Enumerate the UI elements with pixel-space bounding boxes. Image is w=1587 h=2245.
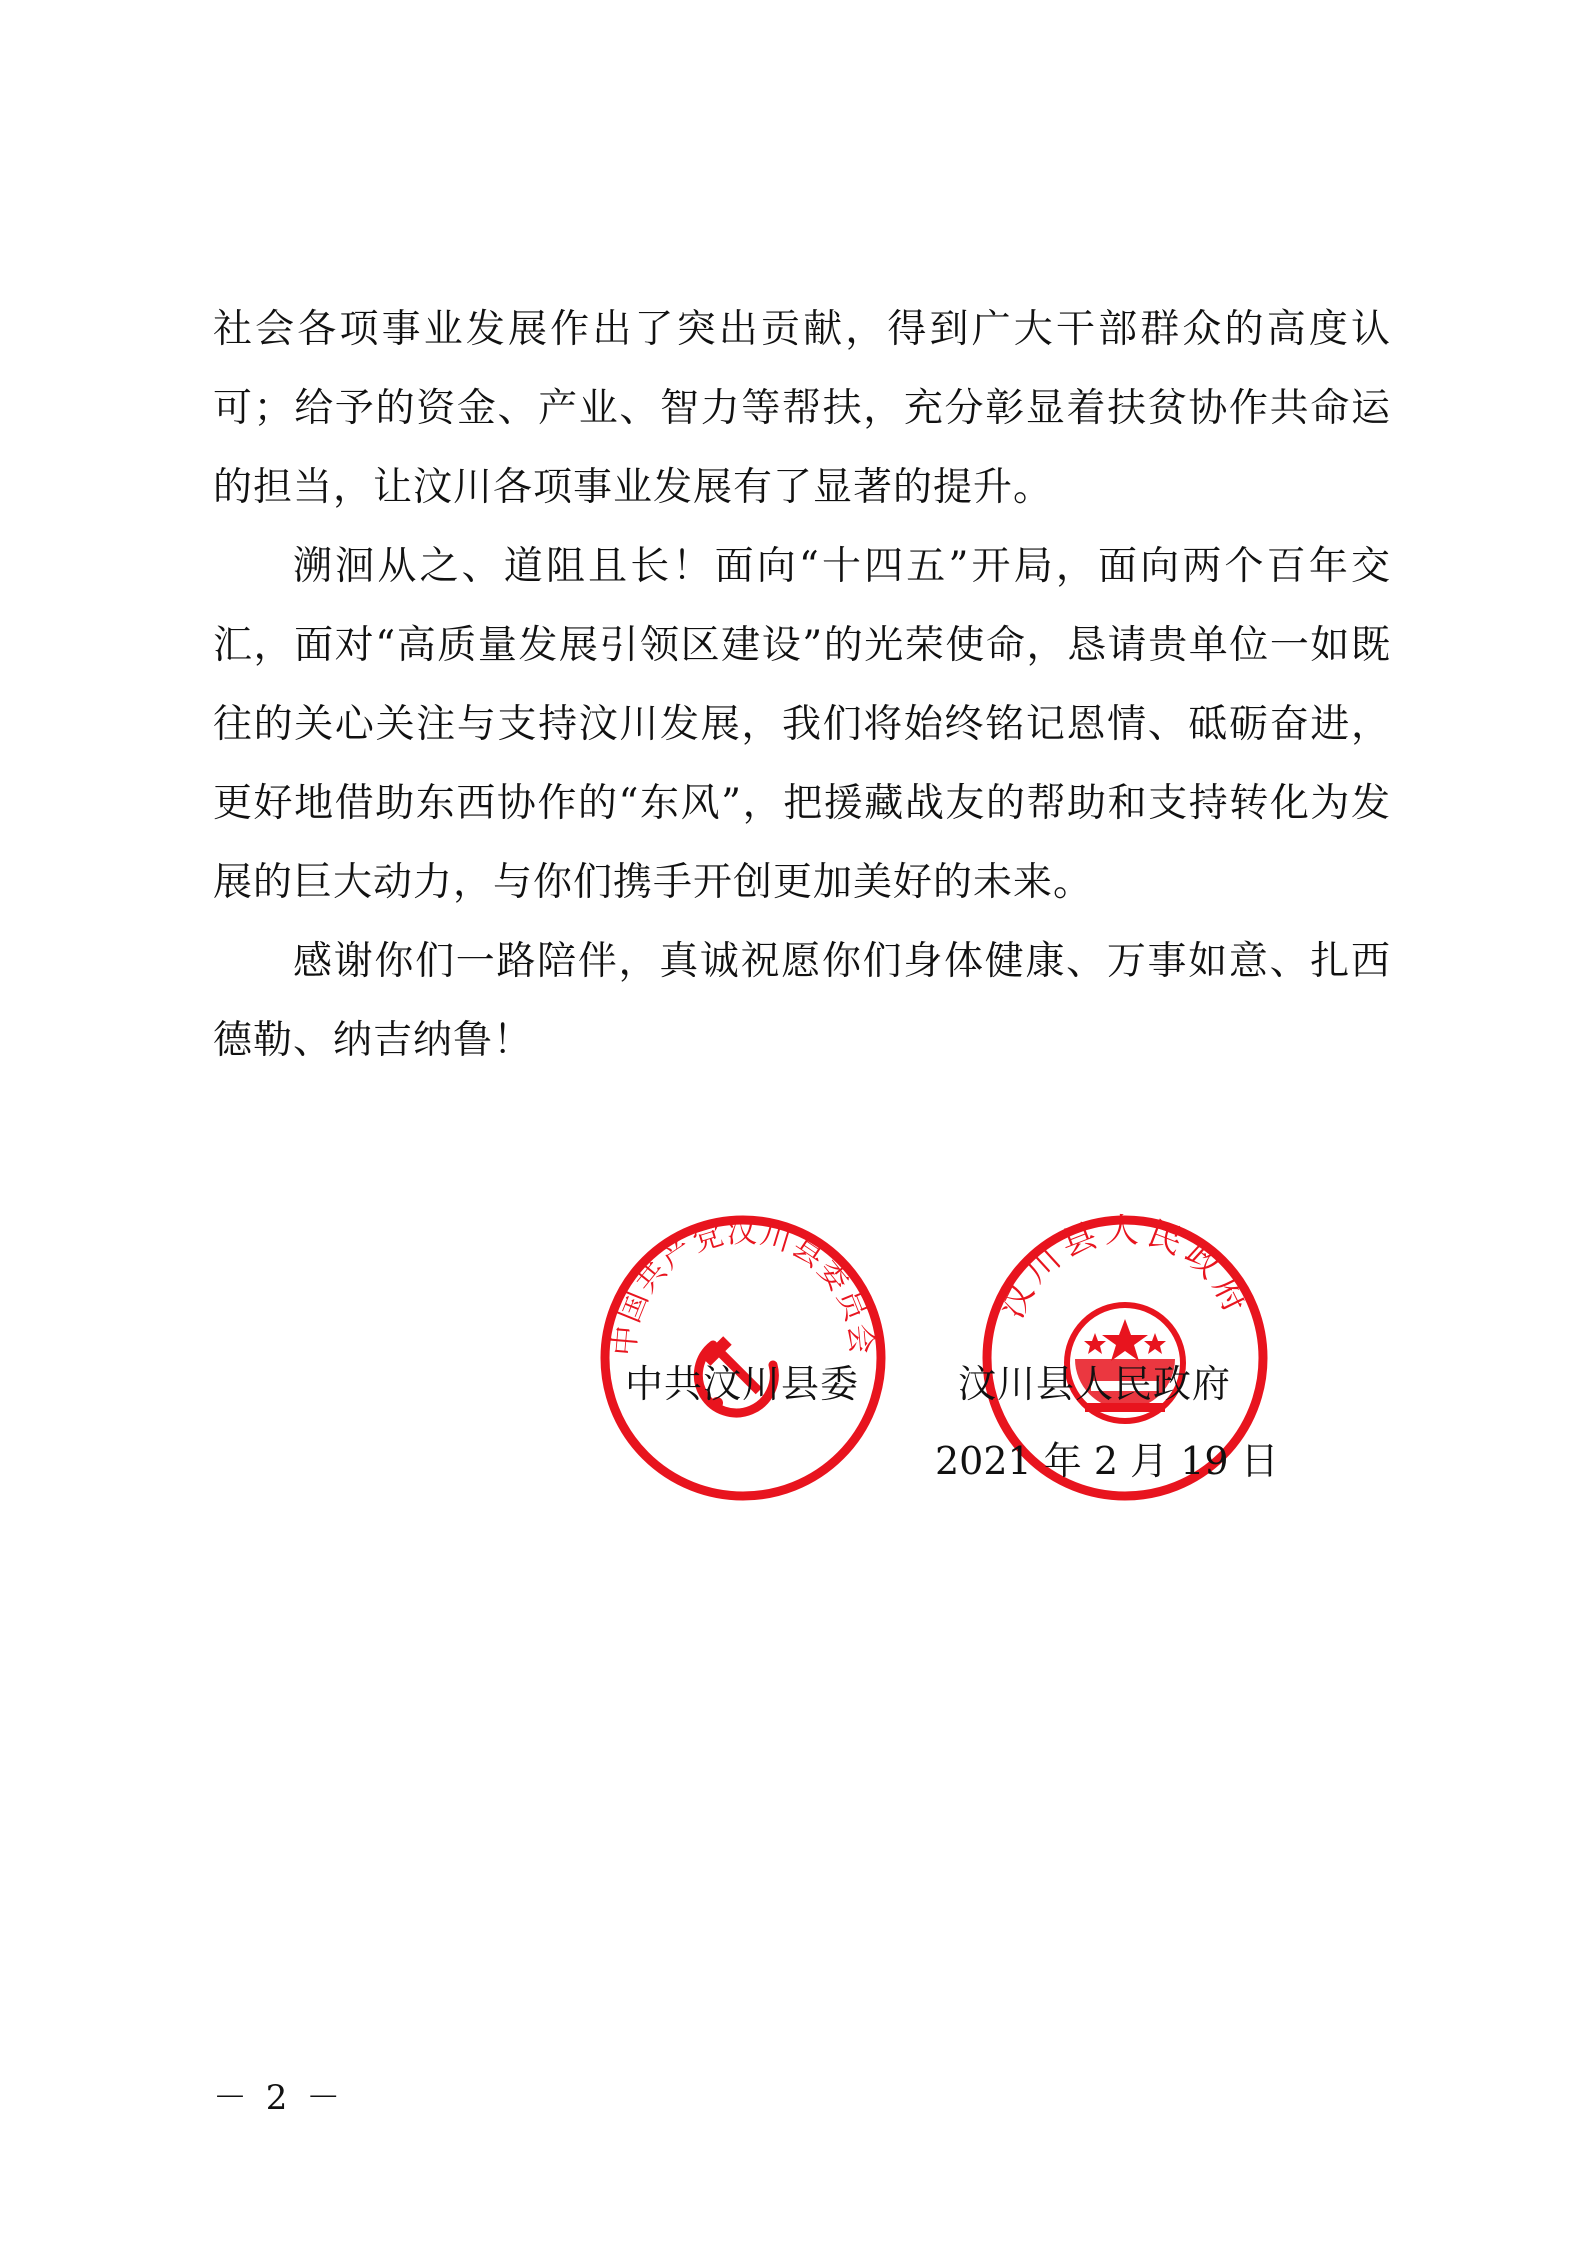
body-paragraph-2 [213,527,1391,922]
body-paragraph-1 [213,290,1391,527]
body-line: 砺奋进，更好地借助东西协作的“东风”，把援藏战友的帮助和 [213,702,1391,826]
seal-arc-text: 汶川县人民政府 [991,1213,1259,1325]
seal-arc-text: 中国共产党汶川县委员会 [607,1215,879,1358]
body-line: 支持转化为发展的巨大动力，与你们携手开创更加美好的未来。 [213,781,1391,905]
signature-date: 2021 年 2 月 19 日 [935,1439,1279,1483]
body-line: 西德勒、纳吉纳鲁！ [213,939,1391,1063]
letter-body [213,290,1391,1080]
body-line: 溯洄从之、道阻且长！面向“十四五”开局，面向两个百年 [293,544,1351,589]
signatory-party-committee: 中共汶川县委 [625,1362,860,1406]
body-line: 一如既往的关心关注与支持汶川发展，我们将始终铭记恩情、砥 [213,623,1391,747]
body-line: 可；给予的资金、产业、智力等帮扶，充分彰显着扶贫协作共命 [213,386,1351,431]
signatory-government: 汶川县人民政府 [958,1362,1232,1406]
body-line: 感谢你们一路陪伴，真诚祝愿你们身体健康、万事如意、扎 [293,939,1351,984]
body-paragraph-3 [213,922,1391,1080]
page-number: － 2 － [213,2078,345,2118]
body-line: 社会各项事业发展作出了突出贡献，得到广大干部群众的高度认 [213,307,1391,352]
body-line: 运的担当，让汶川各项事业发展有了显著的提升。 [213,386,1391,510]
body-line: 交汇，面对“高质量发展引领区建设”的光荣使命，恳请贵单位 [213,544,1391,668]
